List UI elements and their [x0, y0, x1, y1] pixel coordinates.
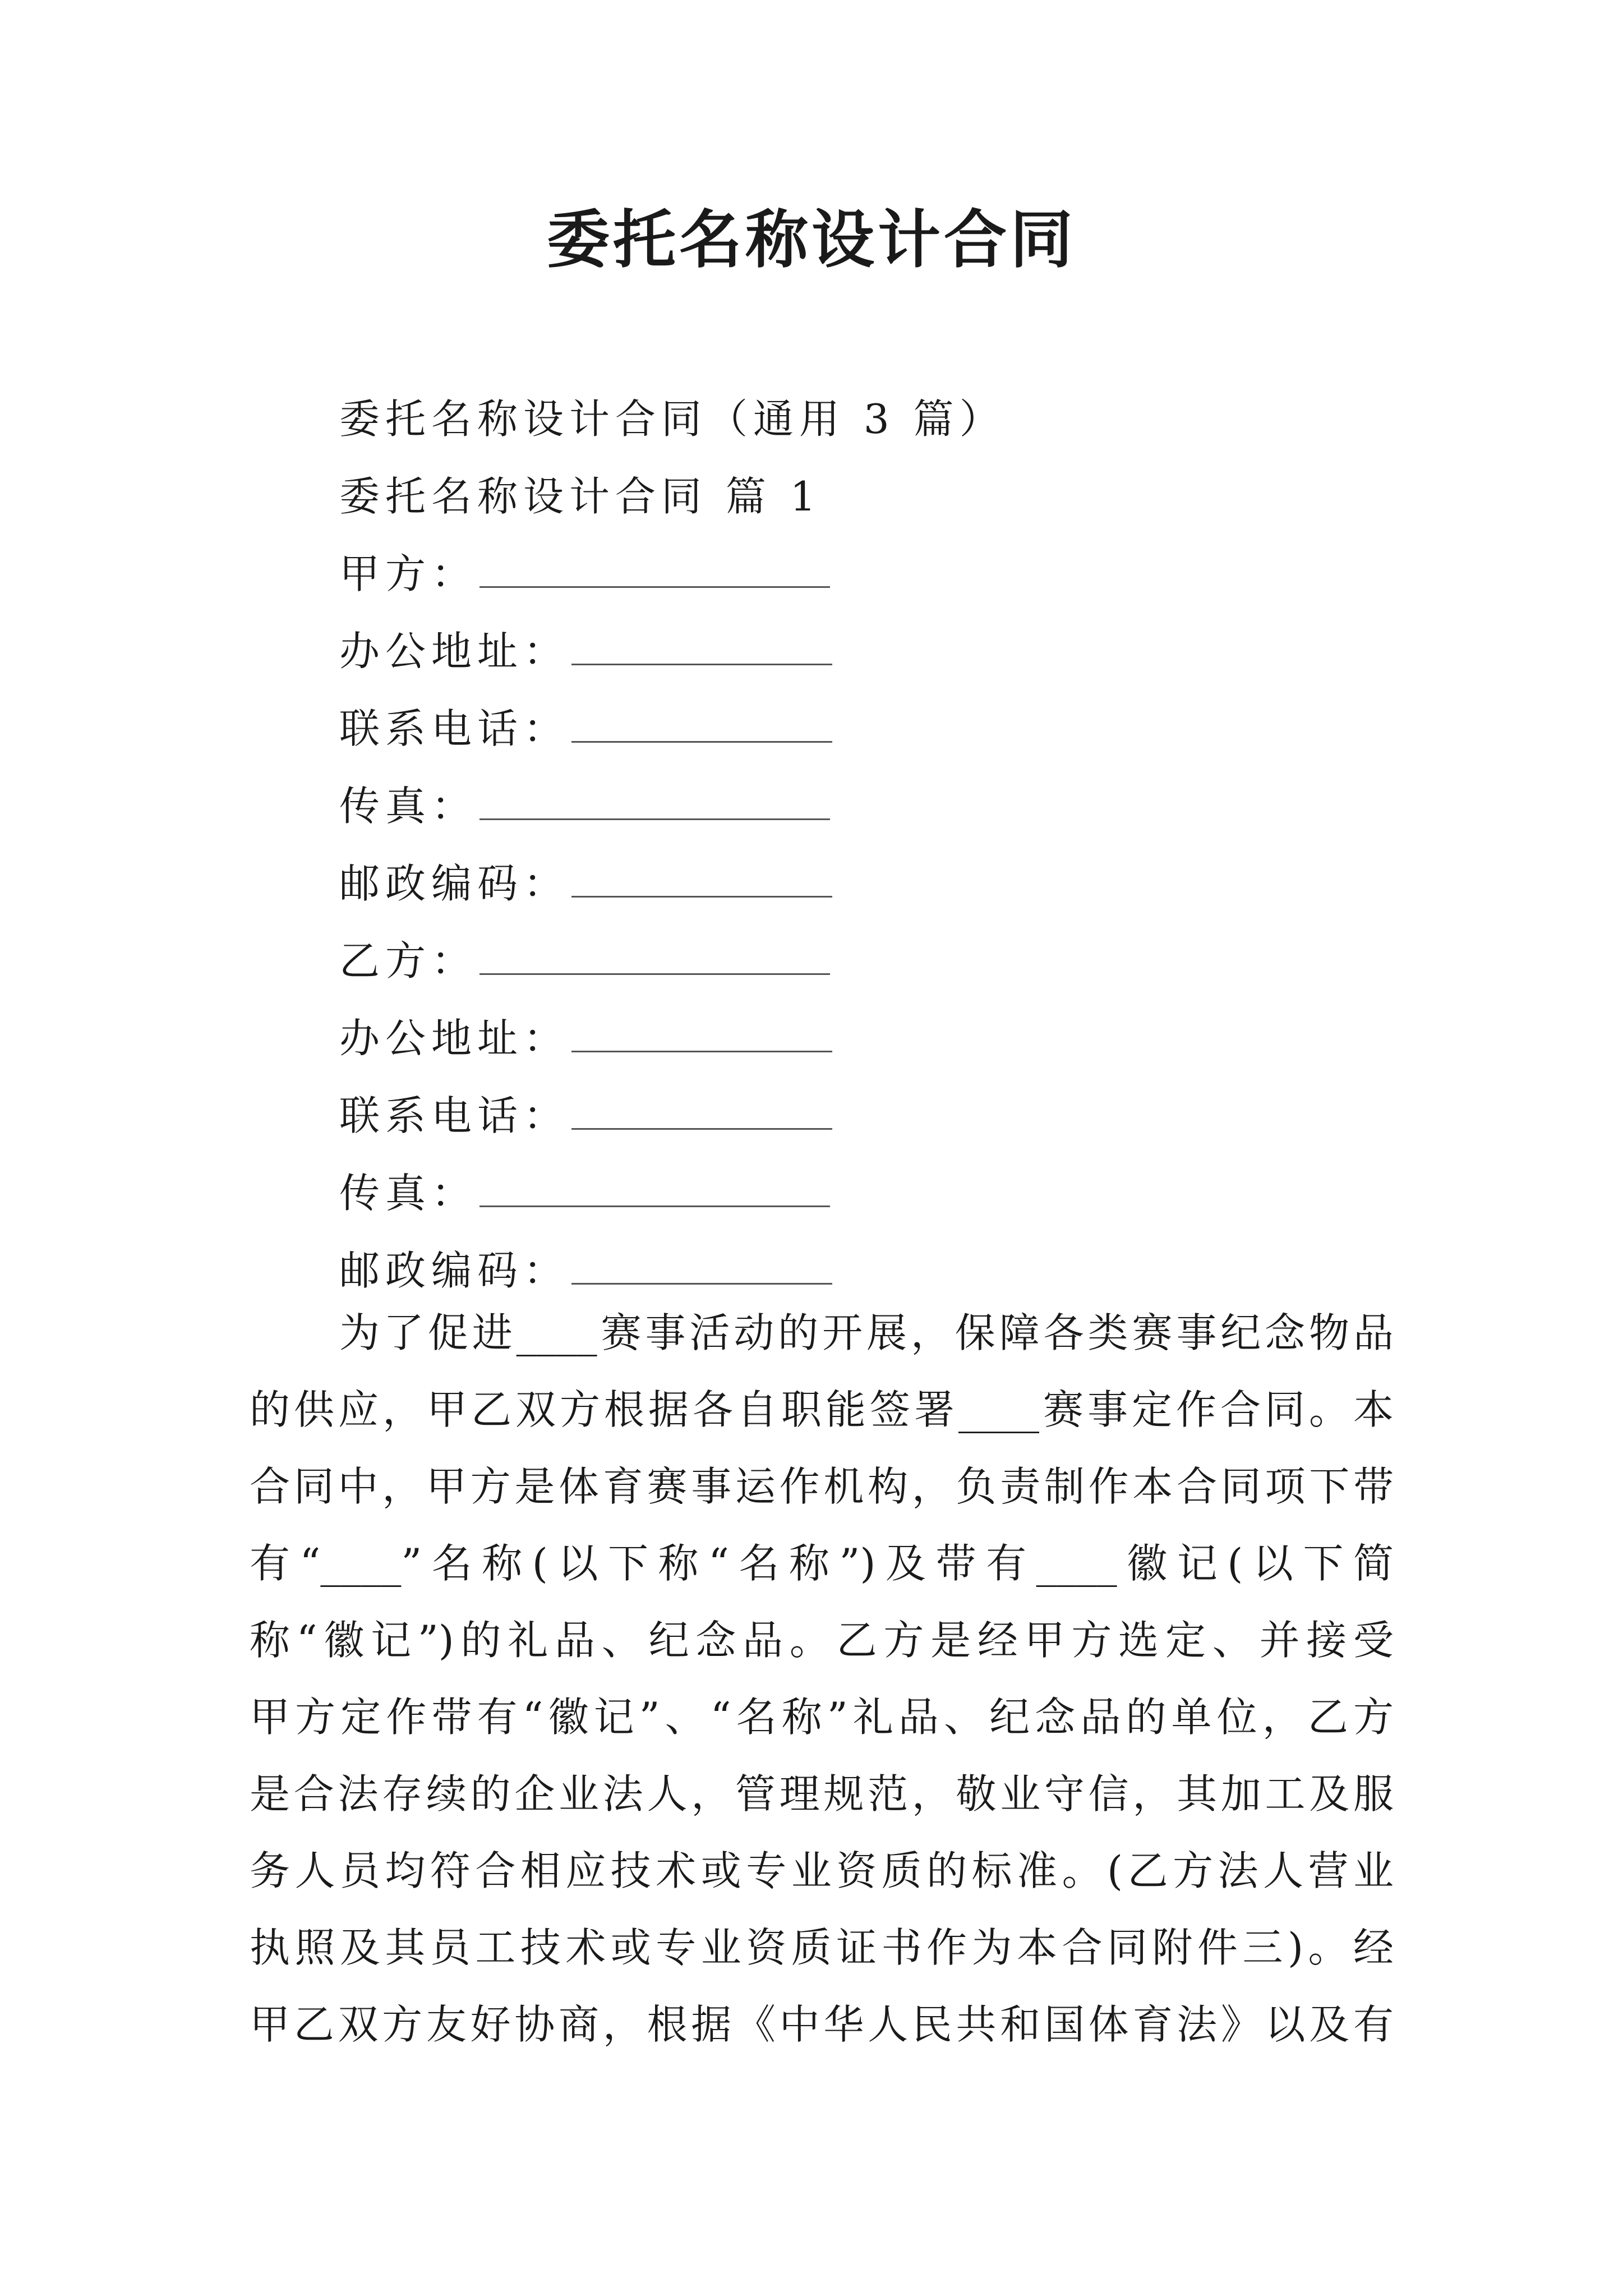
- party-b-phone-label: 联系电话：: [339, 1092, 570, 1139]
- paragraph-line: 甲方定作带有“徽记”、“名称”礼品、纪念品的单位，乙方: [250, 1694, 1394, 1741]
- paragraph-line: 的供应，甲乙双方根据各自职能签署____赛事定作合同。本: [250, 1386, 1394, 1433]
- document-subtitle: 委托名称设计合同（通用 3 篇）: [339, 395, 1006, 443]
- paragraph-line: 为了促进____赛事活动的开展，保障各类赛事纪念物品: [339, 1309, 1394, 1356]
- party-a-address-field: [339, 613, 1405, 690]
- party-a-name-field: [339, 535, 1405, 613]
- paragraph-line: 执照及其员工技术或专业资质证书作为本合同附件三)。经: [250, 1924, 1394, 1971]
- party-a-name-blank: [479, 544, 830, 588]
- party-b-phone-field: [339, 1077, 1405, 1154]
- paragraph-line: 甲乙双方友好协商，根据《中华人民共和国体育法》以及有: [250, 2001, 1394, 2048]
- party-b-phone-blank: [571, 1085, 832, 1130]
- party-b-name-blank: [479, 931, 830, 975]
- party-b-postcode-blank: [571, 1240, 832, 1285]
- party-a-fax-field: [339, 767, 1405, 845]
- party-a-phone-field: [339, 690, 1405, 767]
- party-a-fax-blank: [479, 776, 830, 820]
- party-b-address-label: 办公地址：: [339, 1015, 570, 1062]
- party-a-name-label: 甲方：: [339, 550, 478, 597]
- document-title: 委托名称设计合同: [547, 203, 1076, 277]
- party-a-fax-label: 传真：: [339, 783, 478, 830]
- party-a-phone-blank: [571, 698, 832, 743]
- party-a-postcode-blank: [571, 853, 832, 898]
- party-b-address-blank: [571, 1008, 832, 1052]
- party-a-postcode-field: [339, 845, 1405, 922]
- paragraph-line: 称“徽记”)的礼品、纪念品。乙方是经甲方选定、并接受: [250, 1617, 1394, 1664]
- party-b-fax-blank: [479, 1163, 830, 1207]
- party-a-postcode-label: 邮政编码：: [339, 860, 570, 907]
- party-b-postcode-label: 邮政编码：: [339, 1247, 570, 1294]
- party-b-address-field: [339, 1000, 1405, 1077]
- section-heading: 委托名称设计合同 篇 1: [339, 473, 822, 520]
- paragraph-line: 合同中，甲方是体育赛事运作机构，负责制作本合同项下带: [250, 1463, 1394, 1510]
- party-b-name-field: [339, 922, 1405, 1000]
- paragraph-line: 是合法存续的企业法人，管理规范，敬业守信，其加工及服: [250, 1770, 1394, 1818]
- party-a-phone-label: 联系电话：: [339, 705, 570, 752]
- party-b-fax-field: [339, 1154, 1405, 1232]
- paragraph-line: 务人员均符合相应技术或专业资质的标准。(乙方法人营业: [250, 1847, 1394, 1894]
- header-fields: [339, 380, 1405, 1309]
- paragraph-line: 有“____”名称(以下称“名称”)及带有____徽记(以下简: [250, 1540, 1394, 1587]
- party-b-name-label: 乙方：: [339, 937, 478, 984]
- body-paragraph: [250, 1295, 1394, 2063]
- party-a-address-label: 办公地址：: [339, 628, 570, 675]
- party-a-address-blank: [571, 621, 832, 665]
- party-b-fax-label: 传真：: [339, 1170, 478, 1217]
